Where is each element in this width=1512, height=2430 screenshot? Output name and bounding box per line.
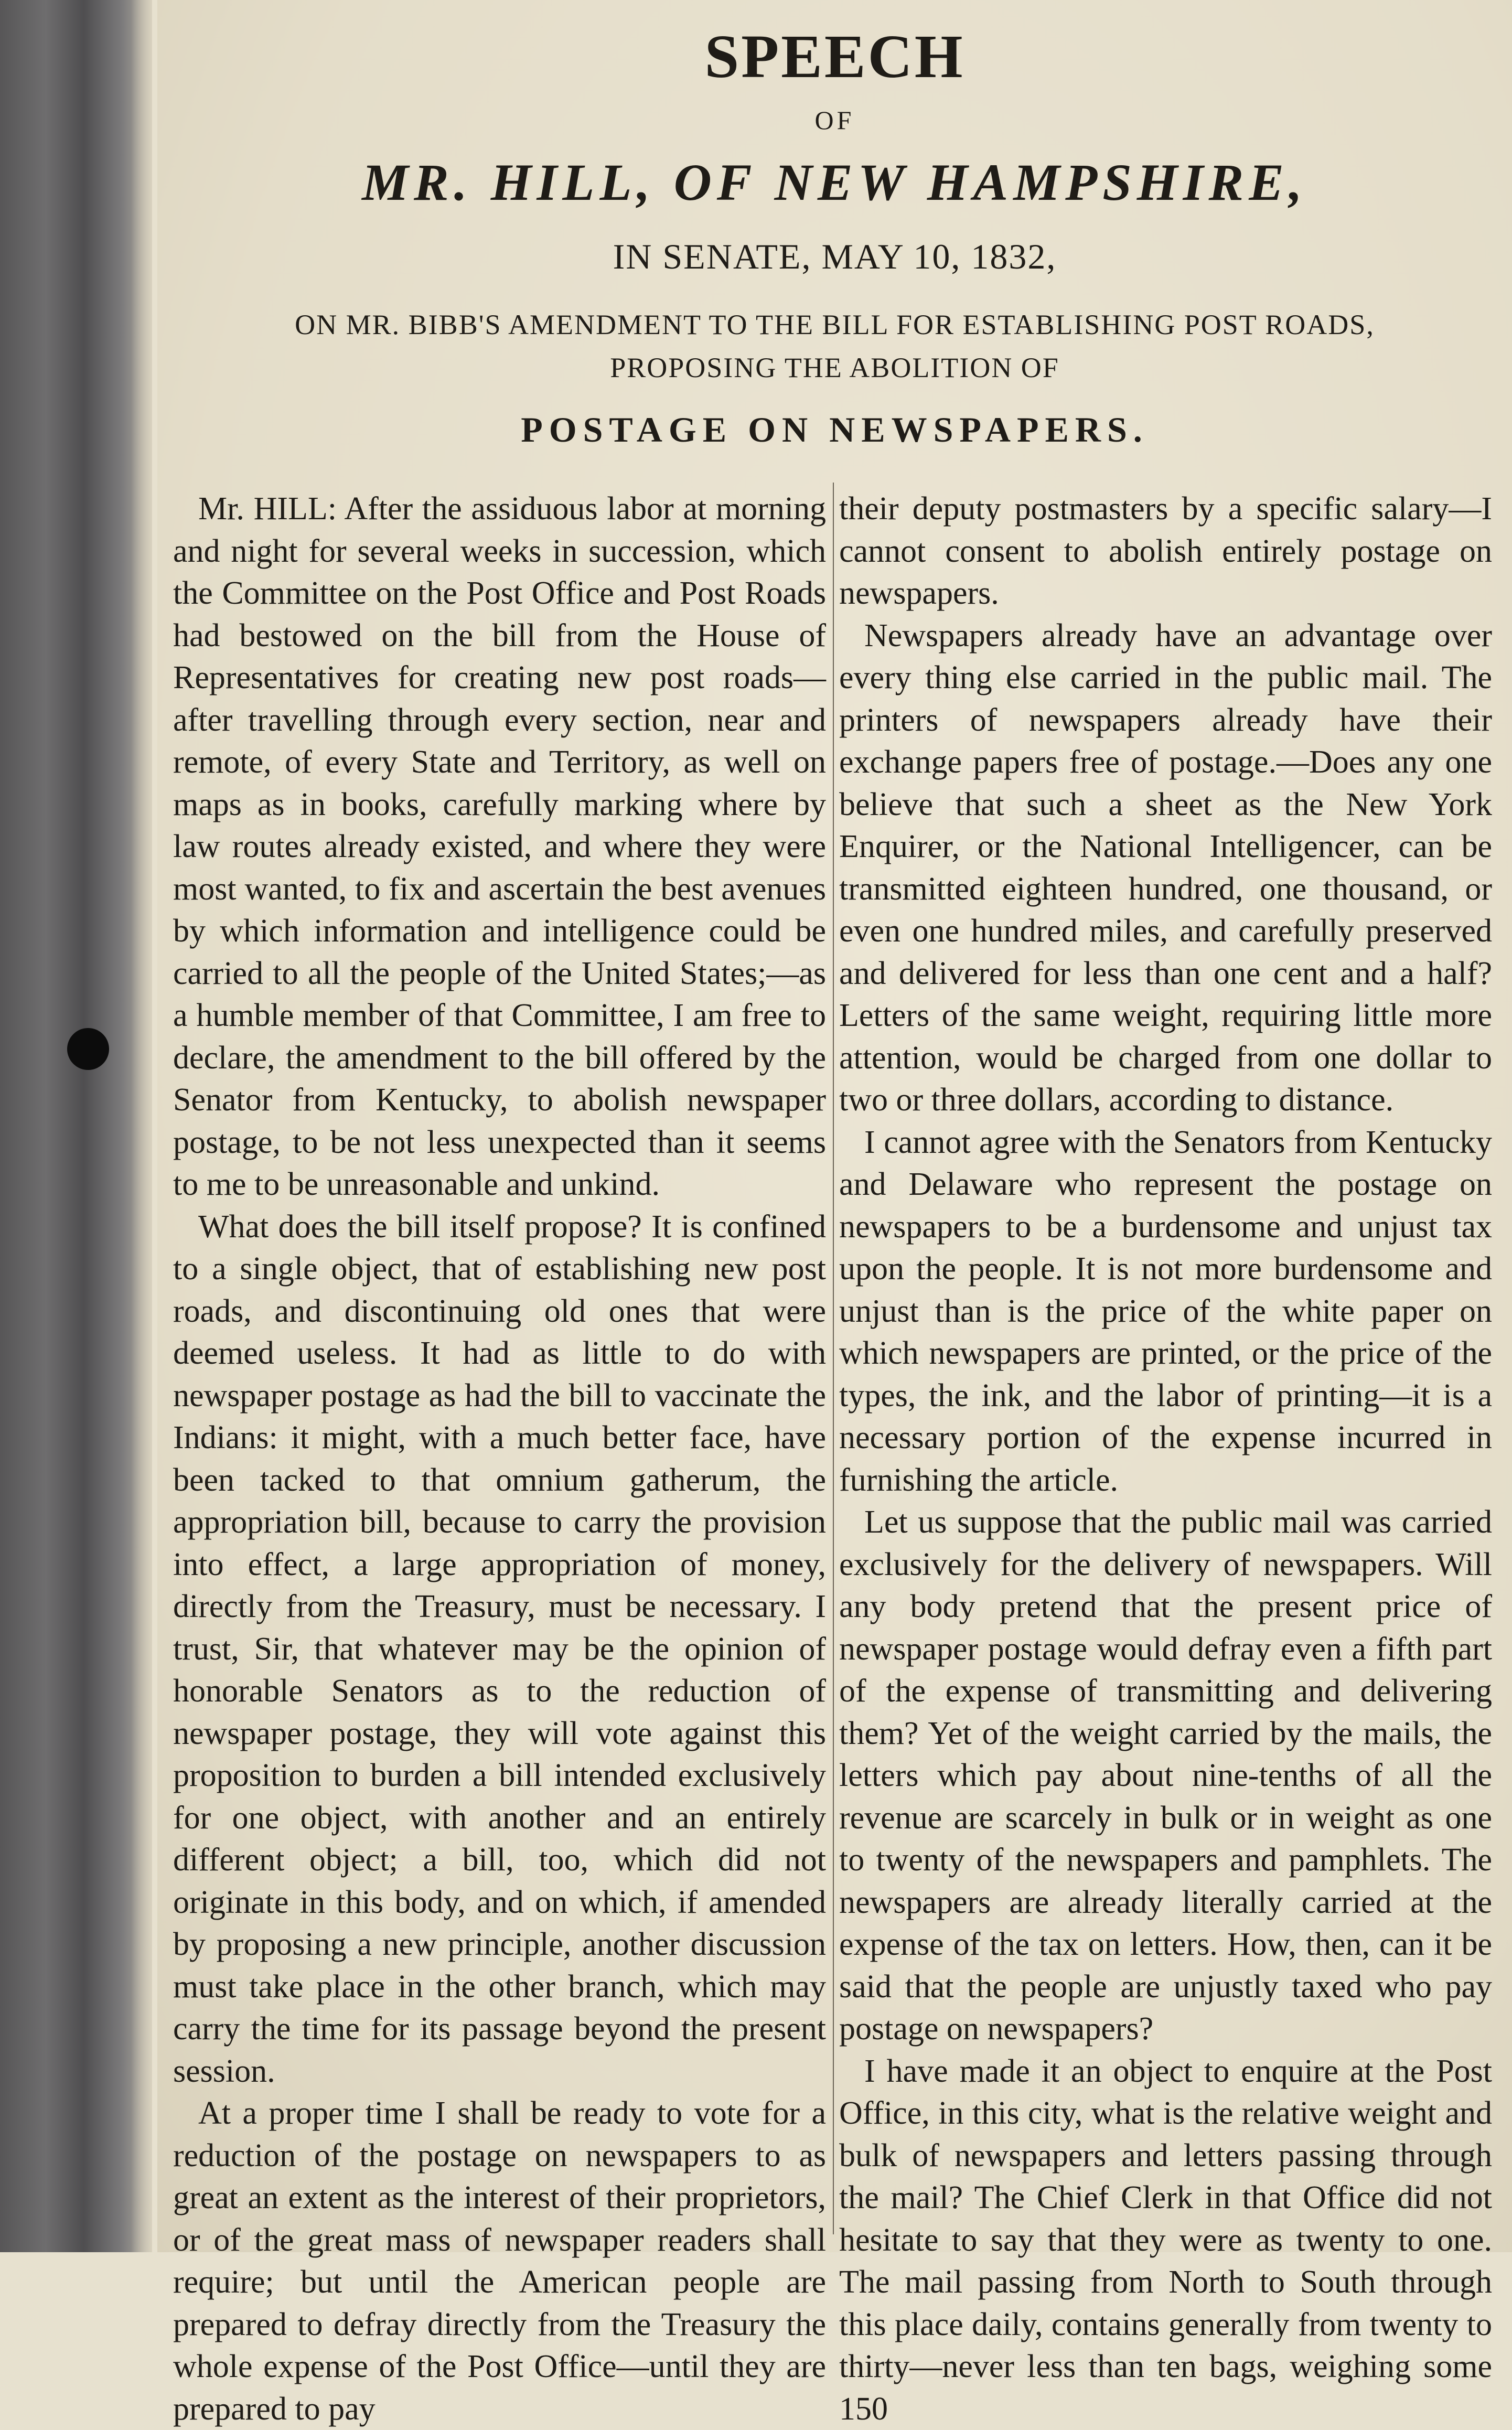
- left-column: [173, 488, 826, 2234]
- paragraph: What does the bill itself propose? It is confined to a single object, that of establishing new post roads, and discontinuing old ones that were deemed useless. It had as little to do with newspaper postage as had the bill to vaccinate the Indians: it might, with a much better face, have been tacked to that omnium gatherum, the appropriation bill, because to carry the provision into effect, a large appropriation of money, directly from the Treasury, must be necessary. I trust, Sir, that whatever may be the opinion of honorable Senators as to the reduction of newspaper postage, they will vote against this proposition to burden a bill intended exclusively for one object, with another and an entirely different object; a bill, too, which did not originate in this body, and on which, if amended by proposing a new principle, another discussion must take place in the other branch, which may carry the time for its passage beyond the present session.: [173, 1206, 826, 2093]
- book-binding: [0, 0, 152, 2252]
- occasion-date: IN SENATE, MAY 10, 1832,: [157, 236, 1512, 277]
- paragraph: their deputy postmasters by a specific salary—I cannot consent to abolish entirely postage on newspapers.: [839, 488, 1492, 615]
- paragraph: I have made it an object to enquire at the Post Office, in this city, what is the relative weight and bulk of newspapers and letters passing through the mail? The Chief Clerk in that Office did not hesitate to say that they were as twenty to one. The mail passing from North to South through this place daily, contains generally from twenty to thirty—never less than ten bags, weighing some 150: [839, 2050, 1492, 2430]
- paragraph: Mr. HILL: After the assiduous labor at morning and night for several weeks in succession, which the Committee on the Post Office and Post Roads had bestowed on the bill from the House of Representatives for creating new post roads—after travelling through every section, near and remote, of every State and Territory, as well on maps as in books, carefully marking where by law routes already existed, and where they were most wanted, to fix and ascertain the best avenues by which information and intelligence could be carried to all the people of the United States;—as a humble member of that Committee, I am free to declare, the amendment to the bill offered by the Senator from Kentucky, to abolish newspaper postage, to be not less unexpected than it seems to me to be unreasonable and unkind.: [173, 488, 826, 1206]
- subtitle-line-1: ON MR. BIBB'S AMENDMENT TO THE BILL FOR ESTABLISHING POST ROADS,: [157, 308, 1512, 341]
- paragraph: At a proper time I shall be ready to vote for a reduction of the postage on newspapers to as great an extent as the interest of their proprietors, or of the great mass of newspaper readers shall require; but until the American people are prepared to defray directly from the Treasury the whole expense of the Post Office—until they are prepared to pay: [173, 2092, 826, 2430]
- column-divider: [833, 483, 834, 2234]
- right-column: [839, 488, 1492, 2234]
- paragraph: Newspapers already have an advantage over every thing else carried in the public mail. The printers of newspapers already have their exchange papers free of postage.—Does any one believe that such a sheet as the New York Enquirer, or the National Intelligencer, can be transmitted eighteen hundred, one thousand, or even one hundred miles, and carefully preserved and delivered for less than one cent and a half? Letters of the same weight, requiring little more attention, would be charged from one dollar to two or three dollars, according to distance.: [839, 615, 1492, 1121]
- subtitle-line-2: PROPOSING THE ABOLITION OF: [157, 351, 1512, 384]
- speaker-name: MR. HILL, OF NEW HAMPSHIRE,: [157, 152, 1512, 212]
- paragraph: I cannot agree with the Senators from Kentucky and Delaware who represent the postage on newspapers to be a burdensome and unjust tax upon the people. It is not more burdensome and unjust than is the price of the white paper on which newspapers are printed, or the price of the types, the ink, and the labor of printing—it is a necessary portion of the expense incurred in furnishing the article.: [839, 1121, 1492, 1502]
- speech-subject: POSTAGE ON NEWSPAPERS.: [157, 409, 1512, 451]
- title-of: OF: [157, 105, 1512, 135]
- document-title: SPEECH: [157, 21, 1512, 92]
- binding-hole: [67, 1028, 109, 1070]
- document-page: [157, 0, 1512, 2252]
- paragraph: Let us suppose that the public mail was carried exclusively for the delivery of newspapers. Will any body pretend that the present price of newspaper postage would defray even a fifth part of the expense of transmitting and delivering them? Yet of the weight carried by the mails, the letters which pay about nine-tenths of all the revenue are scarcely in bulk or in weight as one to twenty of the newspapers and pamphlets. The newspapers are already literally carried at the expense of the tax on letters. How, then, can it be said that the people are unjustly taxed who pay postage on newspapers?: [839, 1501, 1492, 2050]
